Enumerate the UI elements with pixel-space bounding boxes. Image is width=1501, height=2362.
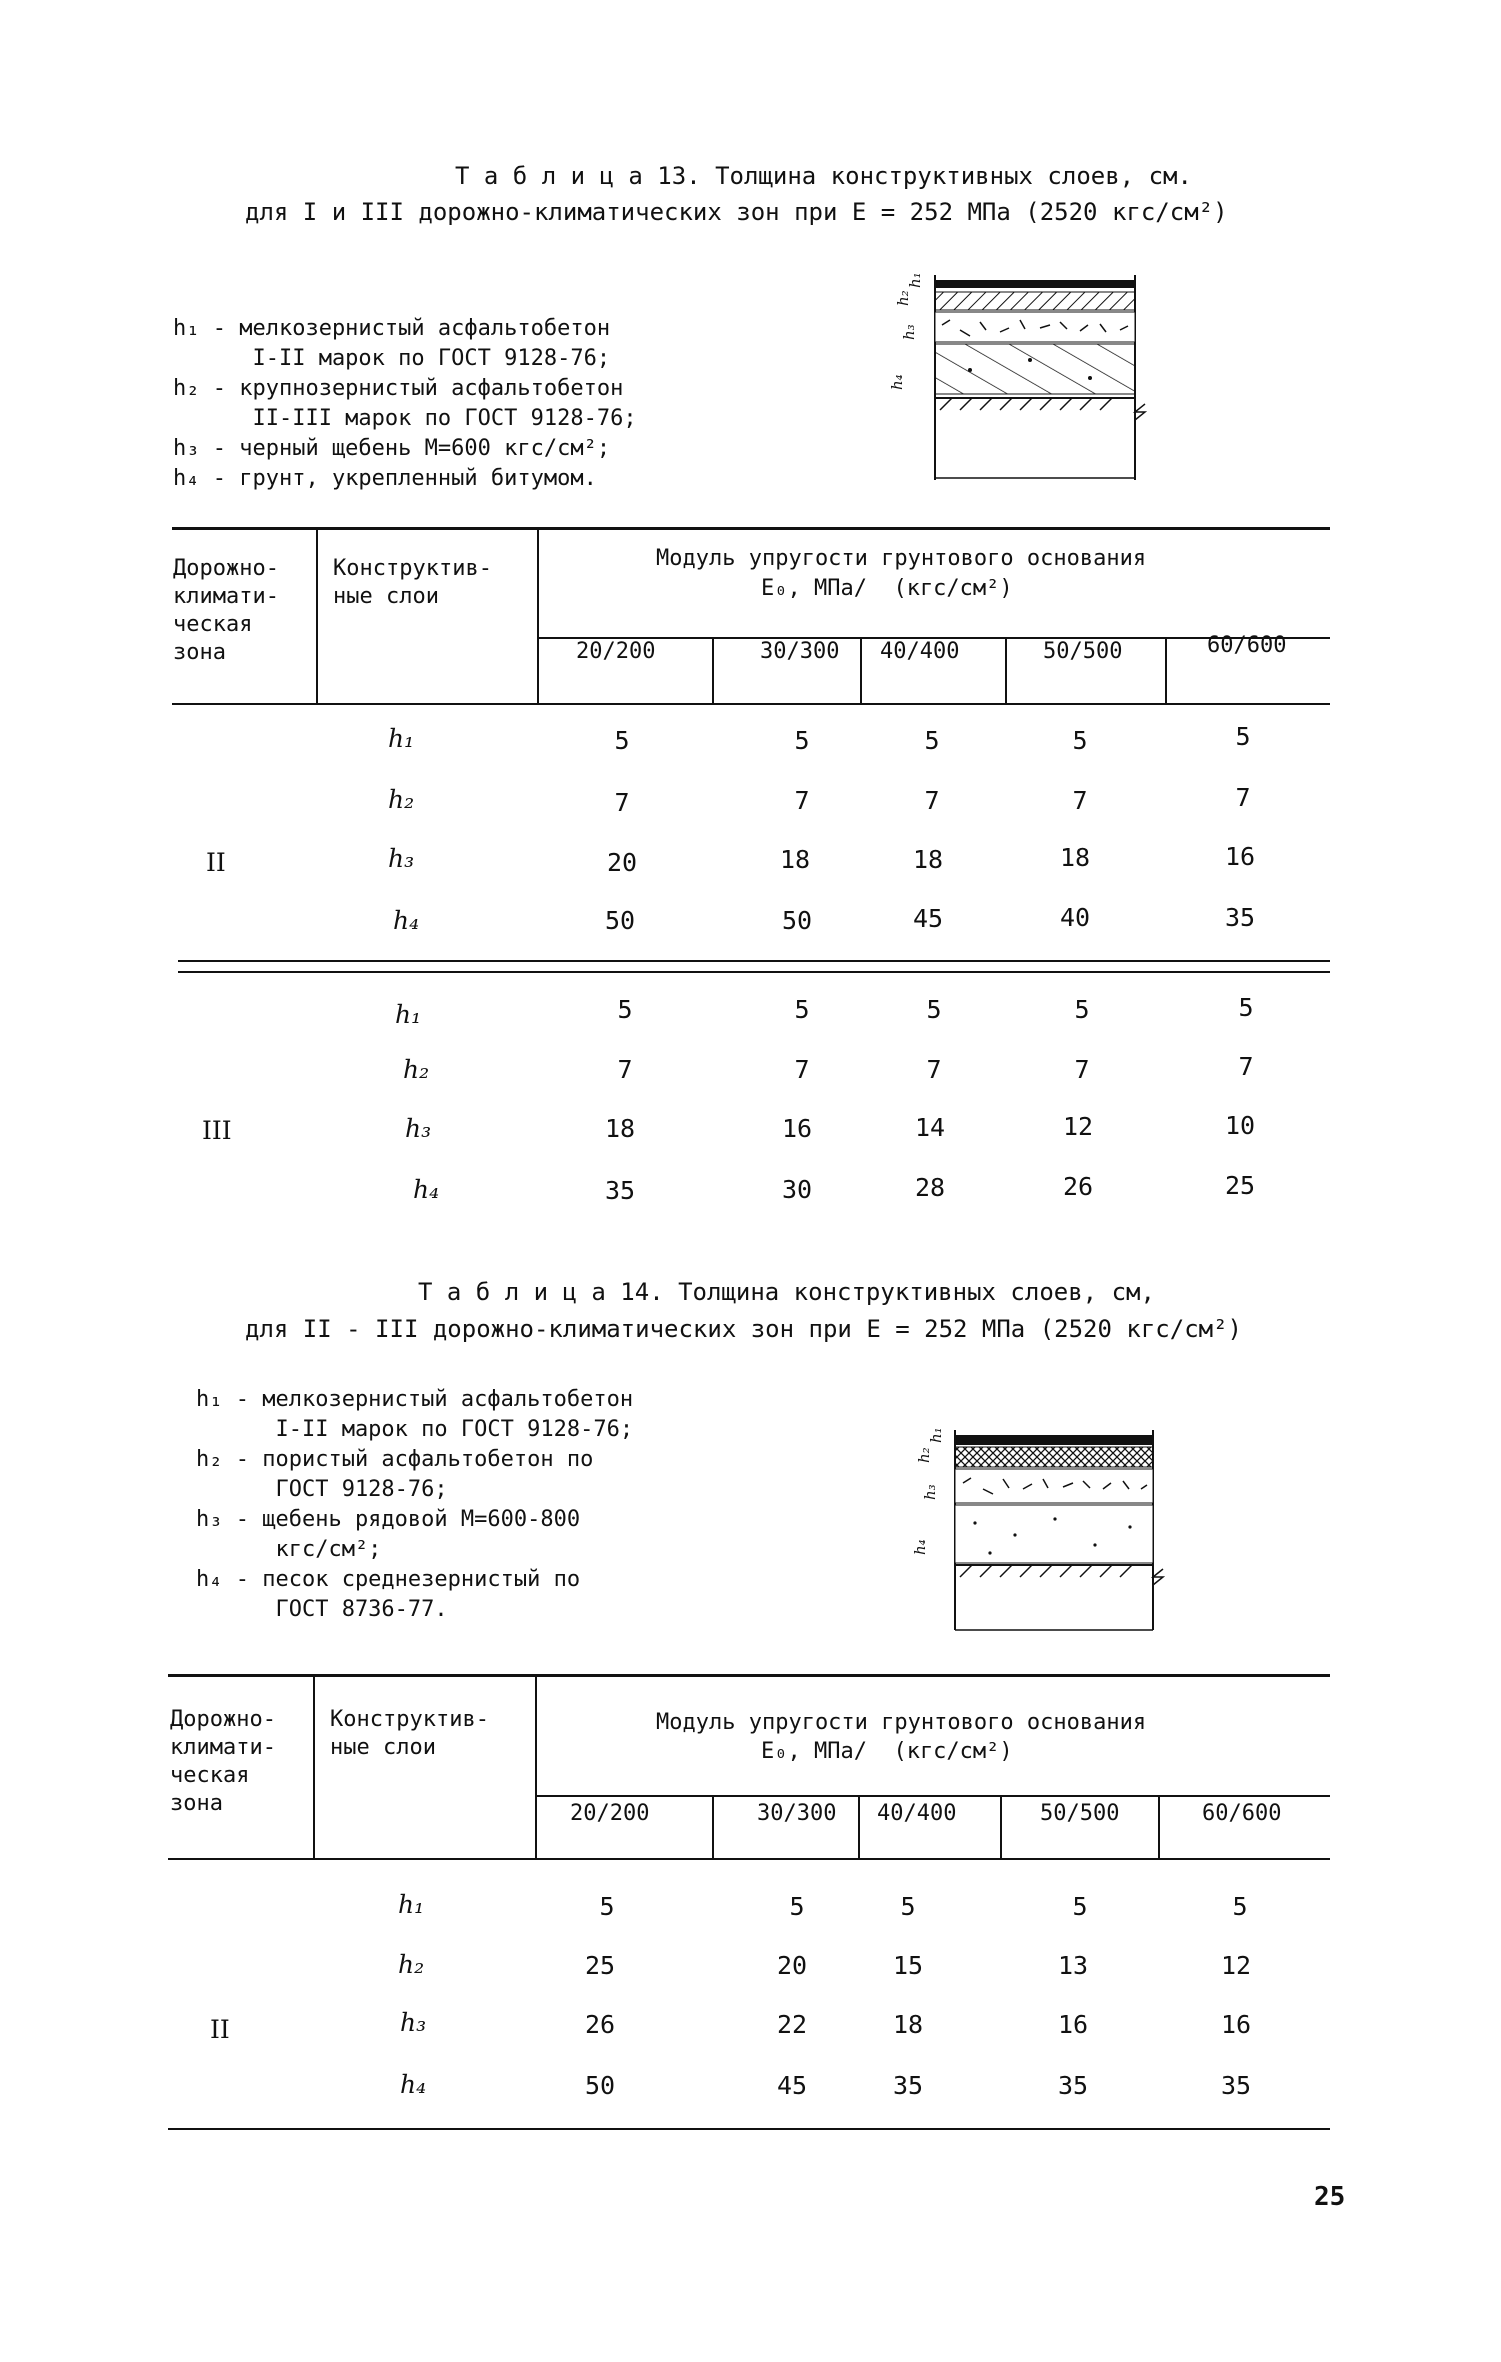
table-cell: 7	[924, 786, 940, 815]
layer-label: h₃	[388, 844, 415, 873]
column-header: 30/300	[757, 1801, 837, 1826]
table-cell: 7	[794, 786, 810, 815]
table-rule	[313, 1677, 315, 1860]
table-cell: 50	[604, 906, 636, 935]
table-cell: 45	[912, 904, 944, 933]
table-rule	[712, 637, 714, 705]
layer-label: h₂	[398, 1950, 425, 1979]
diagram-label-h2: h₂	[915, 1447, 933, 1463]
table-cell: 16	[781, 1114, 813, 1143]
layer-label: h₁	[398, 1890, 425, 1919]
table-cell: 25	[584, 1951, 616, 1980]
table-cell: 26	[1062, 1172, 1094, 1201]
zone-label: II	[206, 848, 226, 877]
layer-label: h₄	[413, 1175, 440, 1204]
header-modulus-unit: E₀, МПа/ (кгс/см²)	[761, 1739, 1013, 1764]
pavement-section-diagram	[905, 1405, 1175, 1640]
header-modulus-unit: E₀, МПа/ (кгс/см²)	[761, 576, 1013, 601]
table-cell: 5	[926, 995, 942, 1024]
table-cell: 7	[1074, 1055, 1090, 1084]
table-cell: 18	[779, 845, 811, 874]
pavement-section-diagram	[880, 270, 1170, 490]
layer-h3	[935, 312, 1135, 342]
legend-line: h₃ - черный щебень М=600 кгс/см²;	[173, 436, 611, 461]
table-cell: 45	[776, 2071, 808, 2100]
table-cell: 7	[794, 1055, 810, 1084]
table-cell: 7	[614, 788, 630, 817]
table-rule	[1165, 637, 1167, 705]
table-rule	[172, 527, 1330, 530]
table-rule	[712, 1795, 714, 1860]
table-cell: 5	[1074, 995, 1090, 1024]
legend-line: I-II марок по ГОСТ 9128-76;	[173, 346, 611, 371]
table-cell: 5	[924, 726, 940, 755]
column-header: 60/600	[1207, 633, 1287, 658]
table-cell: 26	[584, 2010, 616, 2039]
table-rule	[535, 1795, 1330, 1797]
legend-line: кгс/см²;	[196, 1537, 382, 1562]
layer-label: h₁	[388, 724, 415, 753]
diagram-label-h3: h₃	[921, 1484, 939, 1500]
header-modulus: Модуль упругости грунтового основания	[656, 546, 1147, 571]
table-cell: 7	[1072, 786, 1088, 815]
table-cell: 16	[1057, 2010, 1089, 2039]
table-cell: 12	[1220, 1951, 1252, 1980]
layer-h2	[955, 1447, 1153, 1467]
table-cell: 18	[892, 2010, 924, 2039]
legend-line: h₂ - пористый асфальтобетон по	[196, 1447, 594, 1472]
column-header: 50/500	[1043, 639, 1123, 664]
legend-line: II-III марок по ГОСТ 9128-76;	[173, 406, 637, 431]
zone-label: III	[202, 1116, 232, 1145]
table-cell: 7	[1238, 1052, 1254, 1081]
layer-label: h₂	[403, 1055, 430, 1084]
table-cell: 5	[1232, 1892, 1248, 1921]
column-header: 40/400	[880, 639, 960, 664]
table-cell: 50	[584, 2071, 616, 2100]
header-modulus: Модуль упругости грунтового основания	[656, 1710, 1147, 1735]
legend-line: h₁ - мелкозернистый асфальтобетон	[173, 316, 611, 341]
table-cell: 18	[1059, 843, 1091, 872]
table-rule	[860, 637, 862, 705]
zone-label: II	[210, 2015, 230, 2044]
layer-h4	[935, 344, 1135, 394]
table-cell: 5	[794, 995, 810, 1024]
table-cell: 12	[1062, 1112, 1094, 1141]
layer-h2	[935, 292, 1135, 310]
table-rule	[316, 530, 318, 705]
table-cell: 13	[1057, 1951, 1089, 1980]
table-cell: 16	[1224, 842, 1256, 871]
table13-caption-line2: для I и III дорожно-климатических зон при E = 252 МПа (2520 кгс/см²)	[245, 198, 1228, 226]
legend-line: ГОСТ 8736-77.	[196, 1597, 448, 1622]
table14-legend	[196, 1385, 633, 1625]
layer-label: h₁	[395, 1000, 422, 1029]
table-cell: 16	[1220, 2010, 1252, 2039]
table-cell: 10	[1224, 1111, 1256, 1140]
table-cell: 35	[1057, 2071, 1089, 2100]
table-cell: 35	[604, 1176, 636, 1205]
table-cell: 50	[781, 906, 813, 935]
layer-label: h₃	[405, 1114, 432, 1143]
table-rule	[168, 2128, 1330, 2130]
legend-line: h₁ - мелкозернистый асфальтобетон	[196, 1387, 634, 1412]
table14-caption-line1: Т а б л и ц а 14. Толщина конструктивных слоев, см,	[418, 1278, 1155, 1306]
column-header: 60/600	[1202, 1801, 1282, 1826]
table-cell: 15	[892, 1951, 924, 1980]
diagram-label-h4: h₄	[888, 374, 906, 390]
table-cell: 18	[912, 845, 944, 874]
header-zone: Дорожно- климати- ческая зона	[170, 1707, 276, 1816]
table-cell: 5	[614, 726, 630, 755]
legend-line: h₄ - грунт, укрепленный битумом.	[173, 466, 597, 491]
table-cell: 30	[781, 1175, 813, 1204]
table-rule	[168, 1674, 1330, 1677]
table-cell: 35	[892, 2071, 924, 2100]
legend-line: h₄ - песок среднезернистый по	[196, 1567, 581, 1592]
table-rule	[1158, 1795, 1160, 1860]
layer-h4	[955, 1505, 1153, 1563]
table-cell: 5	[1235, 722, 1251, 751]
layer-label: h₂	[388, 785, 415, 814]
column-header: 30/300	[760, 639, 840, 664]
table-cell: 20	[776, 1951, 808, 1980]
table-cell: 5	[900, 1892, 916, 1921]
table-cell: 5	[789, 1892, 805, 1921]
table-cell: 5	[1072, 726, 1088, 755]
table-rule	[168, 1858, 1330, 1860]
table-cell: 20	[606, 848, 638, 877]
diagram-label-h1: h₁	[906, 272, 924, 288]
table-rule	[178, 960, 1330, 962]
diagram-label-h4: h₄	[911, 1539, 929, 1555]
layer-label: h₄	[400, 2070, 427, 2099]
table-rule	[537, 530, 539, 705]
table-rule	[858, 1795, 860, 1860]
diagram-label-h1: h₁	[927, 1427, 945, 1443]
layer-h1	[955, 1435, 1153, 1445]
table-rule	[1005, 637, 1007, 705]
table-cell: 25	[1224, 1171, 1256, 1200]
table-cell: 5	[617, 995, 633, 1024]
table-cell: 7	[617, 1055, 633, 1084]
table-cell: 5	[1072, 1892, 1088, 1921]
header-zone: Дорожно- климати- ческая зона	[173, 556, 279, 665]
table-rule	[172, 703, 1330, 705]
table-cell: 5	[794, 726, 810, 755]
diagram-label-h3: h₃	[900, 324, 918, 340]
column-header: 50/500	[1040, 1801, 1120, 1826]
table-rule	[1000, 1795, 1002, 1860]
legend-line: I-II марок по ГОСТ 9128-76;	[196, 1417, 634, 1442]
table-cell: 35	[1220, 2071, 1252, 2100]
header-layers: Конструктив- ные слои	[330, 1707, 489, 1760]
legend-line: ГОСТ 9128-76;	[196, 1477, 448, 1502]
table13-legend	[173, 314, 637, 494]
table-cell: 18	[604, 1114, 636, 1143]
column-header: 20/200	[576, 639, 656, 664]
table-rule	[178, 971, 1330, 973]
legend-line: h₃ - щебень рядовой М=600-800	[196, 1507, 581, 1532]
layer-label: h₃	[400, 2008, 427, 2037]
diagram-label-h2: h₂	[894, 290, 912, 306]
column-header: 20/200	[570, 1801, 650, 1826]
column-header: 40/400	[877, 1801, 957, 1826]
layer-h3	[955, 1469, 1153, 1503]
page-number: 25	[1314, 2182, 1346, 2212]
table-cell: 14	[914, 1113, 946, 1142]
layer-h1	[935, 280, 1135, 288]
table-rule	[535, 1677, 537, 1860]
table-cell: 22	[776, 2010, 808, 2039]
layer-label: h₄	[393, 906, 420, 935]
table-cell: 40	[1059, 903, 1091, 932]
table-cell: 7	[1235, 783, 1251, 812]
table-cell: 5	[1238, 993, 1254, 1022]
table-cell: 28	[914, 1173, 946, 1202]
table-cell: 35	[1224, 903, 1256, 932]
table-cell: 7	[926, 1055, 942, 1084]
table14-caption-line2: для II - III дорожно-климатических зон при E = 252 МПа (2520 кгс/см²)	[245, 1315, 1242, 1343]
legend-line: h₂ - крупнозернистый асфальтобетон	[173, 376, 624, 401]
table-cell: 5	[599, 1892, 615, 1921]
header-layers: Конструктив- ные слои	[333, 556, 492, 609]
table13-caption-line1: Т а б л и ц а 13. Толщина конструктивных слоев, см.	[455, 162, 1192, 190]
